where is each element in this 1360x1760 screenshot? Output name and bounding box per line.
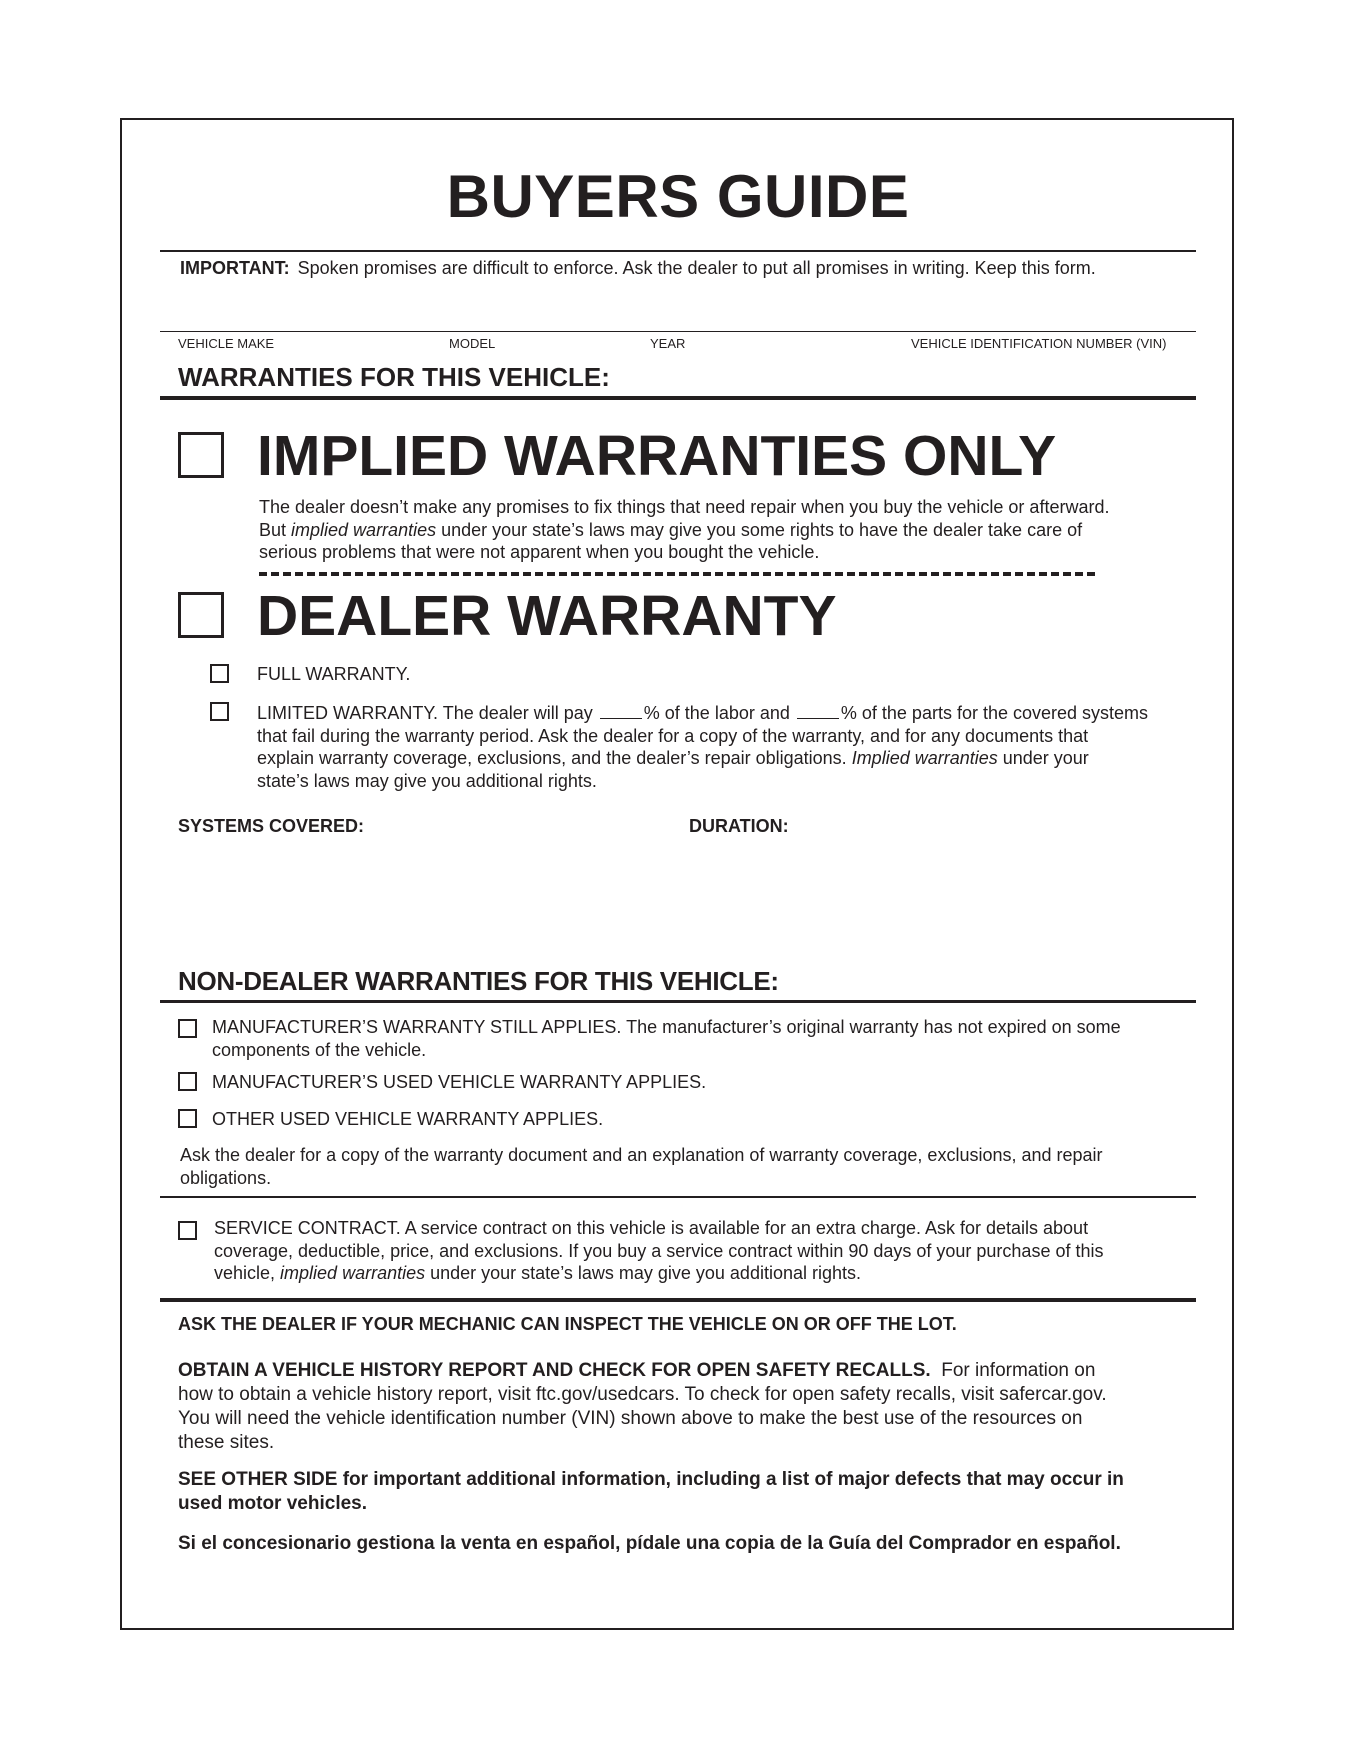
labor-percent-field[interactable] [600,704,642,719]
see-other-side-note: SEE OTHER SIDE for important additional information, including a list of major defects that may occur in used motor vehicles. [178,1469,1124,1514]
dealer-warranty-checkbox[interactable] [178,592,224,638]
vehicle-history-section: OBTAIN A VEHICLE HISTORY REPORT AND CHECK FOR OPEN SAFETY RECALLS. For information on how to obtain a vehicle history report, visit ftc.gov/usedcars. To check for open safety recalls, visit safercar.gov. You will need the vehicle identification number (VIN) shown above to make the best use of the resources on these sites. [178,1360,1107,1453]
warranty-document-note: Ask the dealer for a copy of the warranty document and an explanation of warranty coverage, exclusions, and repair obligations. [180,1145,1103,1188]
non-dealer-heading: NON-DEALER WARRANTIES FOR THIS VEHICLE: [178,966,779,996]
important-label: IMPORTANT: [180,258,290,278]
dashed-divider [259,572,1095,576]
mechanic-inspection-note: ASK THE DEALER IF YOUR MECHANIC CAN INSPECT THE VEHICLE ON OR OFF THE LOT. [178,1314,957,1334]
implied-warranties-text: The dealer doesn’t make any promises to fix things that need repair when you buy the vehicle or afterward. But implied warranties under your state’s laws may give you some rights to have the dealer take care of serious problems that were not apparent when you bought the vehicle. [259,497,1110,562]
service-contract-text: SERVICE CONTRACT. A service contract on this vehicle is available for an extra charge. Ask for details about coverage, deductible, price, and exclusions. If you buy a service contract within 90 days of your purchase of this vehicle, implied warranties under your state’s laws may give you additional rights. [214,1218,1104,1283]
dealer-warranty-heading: DEALER WARRANTY [257,584,837,648]
vehicle-make-label: VEHICLE MAKE [178,336,275,351]
divider [160,250,1196,252]
manufacturer-used-warranty-checkbox[interactable] [178,1072,197,1091]
warranties-heading: WARRANTIES FOR THIS VEHICLE: [178,362,610,392]
full-warranty-checkbox[interactable] [210,664,229,683]
important-notice [180,258,1096,279]
divider [160,1000,1196,1003]
divider [160,1298,1196,1302]
important-text: Spoken promises are difficult to enforce. Ask the dealer to put all promises in writing. Keep this form. [297,258,1096,278]
systems-covered-label: SYSTEMS COVERED: [178,816,365,836]
service-contract-checkbox[interactable] [178,1221,197,1240]
spanish-note: Si el concesionario gestiona la venta en español, pídale una copia de la Guía del Comprador en español. [178,1533,1121,1554]
vin-label: VEHICLE IDENTIFICATION NUMBER (VIN) [911,336,1167,351]
page-title: BUYERS GUIDE [446,163,910,230]
vehicle-info-line [160,331,1196,332]
parts-percent-field[interactable] [797,704,839,719]
duration-label: DURATION: [689,816,789,836]
implied-warranties-checkbox[interactable] [178,432,224,478]
divider [160,1196,1196,1198]
manufacturer-warranty-checkbox[interactable] [178,1019,197,1038]
limited-warranty-checkbox[interactable] [210,702,229,721]
year-label: YEAR [650,336,686,351]
manufacturer-used-warranty-label: MANUFACTURER’S USED VEHICLE WARRANTY APPLIES. [212,1072,707,1092]
limited-warranty-text: LIMITED WARRANTY. The dealer will pay % of the labor and % of the parts for the covered systems that fail during the warranty period. Ask the dealer for a copy of the warranty, and for any documents that explain warranty coverage, exclusions, and the dealer’s repair obligations. Implied warranties under your state’s laws may give you additional rights. [257,703,1149,791]
model-label: MODEL [449,336,496,351]
other-used-warranty-checkbox[interactable] [178,1109,197,1128]
implied-warranties-heading: IMPLIED WARRANTIES ONLY [257,424,1057,488]
divider [160,396,1196,400]
full-warranty-label: FULL WARRANTY. [257,664,411,684]
other-used-warranty-label: OTHER USED VEHICLE WARRANTY APPLIES. [212,1109,604,1129]
manufacturer-warranty-text: MANUFACTURER’S WARRANTY STILL APPLIES. The manufacturer’s original warranty has not expired on some components of the vehicle. [212,1017,1121,1060]
